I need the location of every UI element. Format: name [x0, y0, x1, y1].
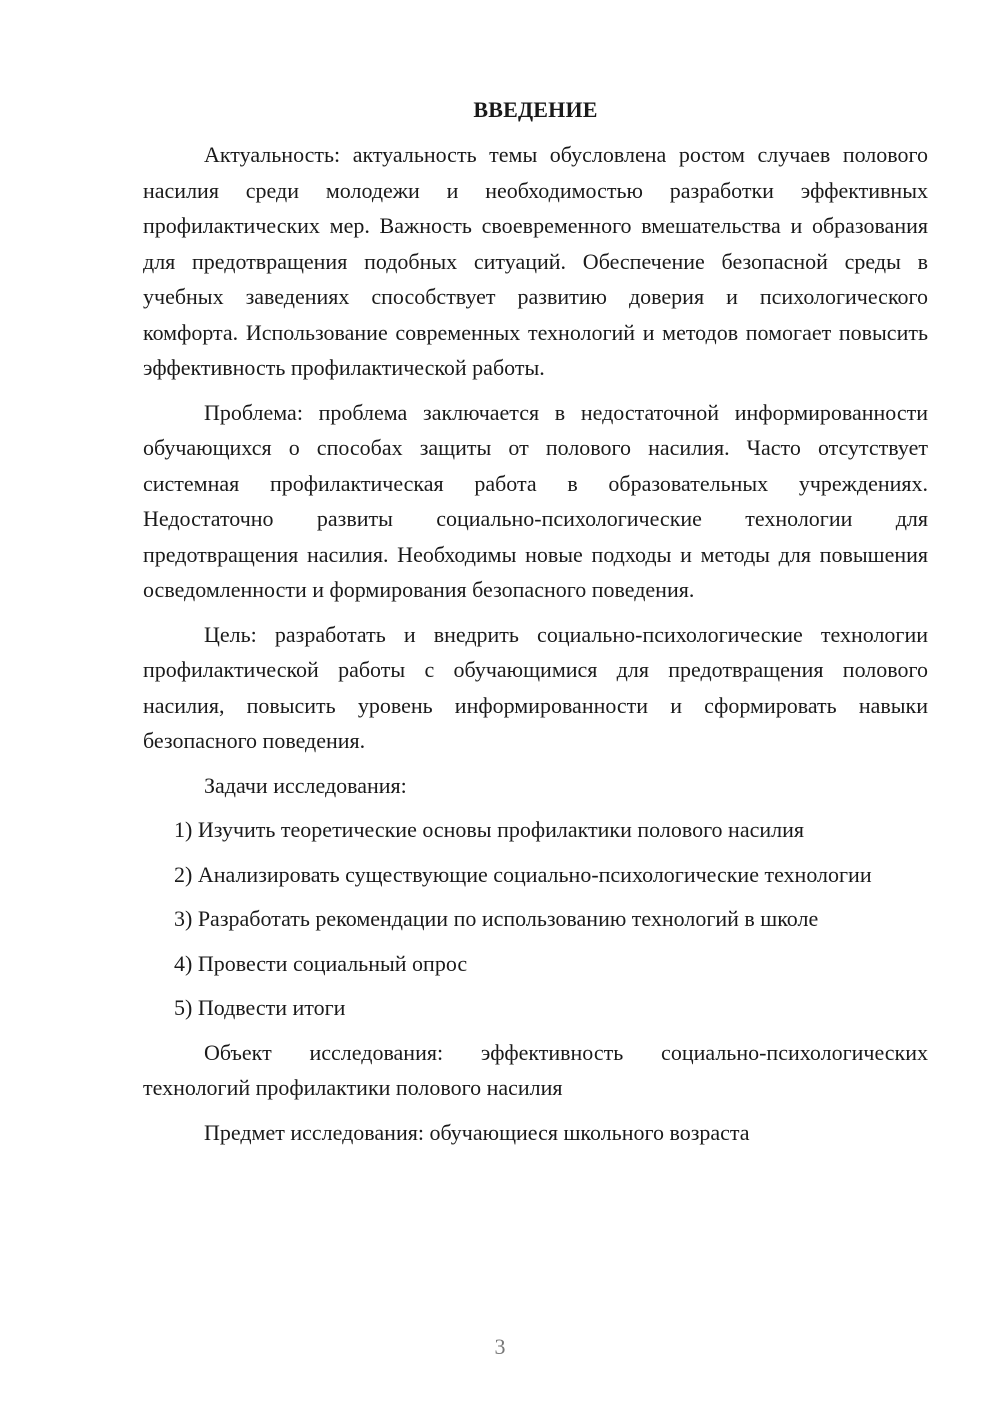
task-item: 1) Изучить теоретические основы профилактики полового насилия	[174, 817, 804, 842]
task-item: 2) Анализировать существующие социально-психологические технологии	[174, 861, 872, 887]
section-heading: ВВЕДЕНИЕ	[473, 97, 598, 122]
tasks-title: Задачи исследования:	[204, 772, 407, 798]
document-page	[143, 95, 928, 1150]
task-item: 4) Провести социальный опрос	[174, 950, 468, 976]
goal-paragraph: Цель: разработать и внедрить социально-психологические технологии профилактической работы с обучающимися для предотвращения полового насилия, повысить уровень информированности и сформировать навыки безопасного поведения.	[143, 621, 928, 753]
relevance-paragraph: Актуальность: актуальность темы обусловлена ростом случаев полового насилия среди молодежи и необходимостью разработки эффективных профилактических мер. Важность своевременного вмешательства и образования для предотвращения подобных ситуаций. Обеспечение безопасной среды в учебных заведениях способствует развитию доверия и психологического комфорта. Использование современных технологий и методов помогает повысить эффективность профилактической работы.	[143, 142, 928, 380]
page-number: 3	[494, 1334, 506, 1359]
task-item: 5) Подвести итоги	[174, 995, 346, 1020]
subject-paragraph: Предмет исследования: обучающиеся школьного возраста	[204, 1119, 750, 1145]
problem-paragraph: Проблема: проблема заключается в недостаточной информированности обучающихся о способах защиты от полового насилия. Часто отсутствует системная профилактическая работа в образовательных учреждениях. Недостаточно развиты социально-психологические технологии для предотвращения насилия. Необходимы новые подходы и методы для повышения осведомленности и формирования безопасного поведения.	[143, 399, 928, 602]
task-item: 3) Разработать рекомендации по использованию технологий в школе	[174, 906, 819, 931]
object-paragraph: Объект исследования: эффективность социально-психологических технологий профилактики полового насилия	[143, 1039, 928, 1100]
